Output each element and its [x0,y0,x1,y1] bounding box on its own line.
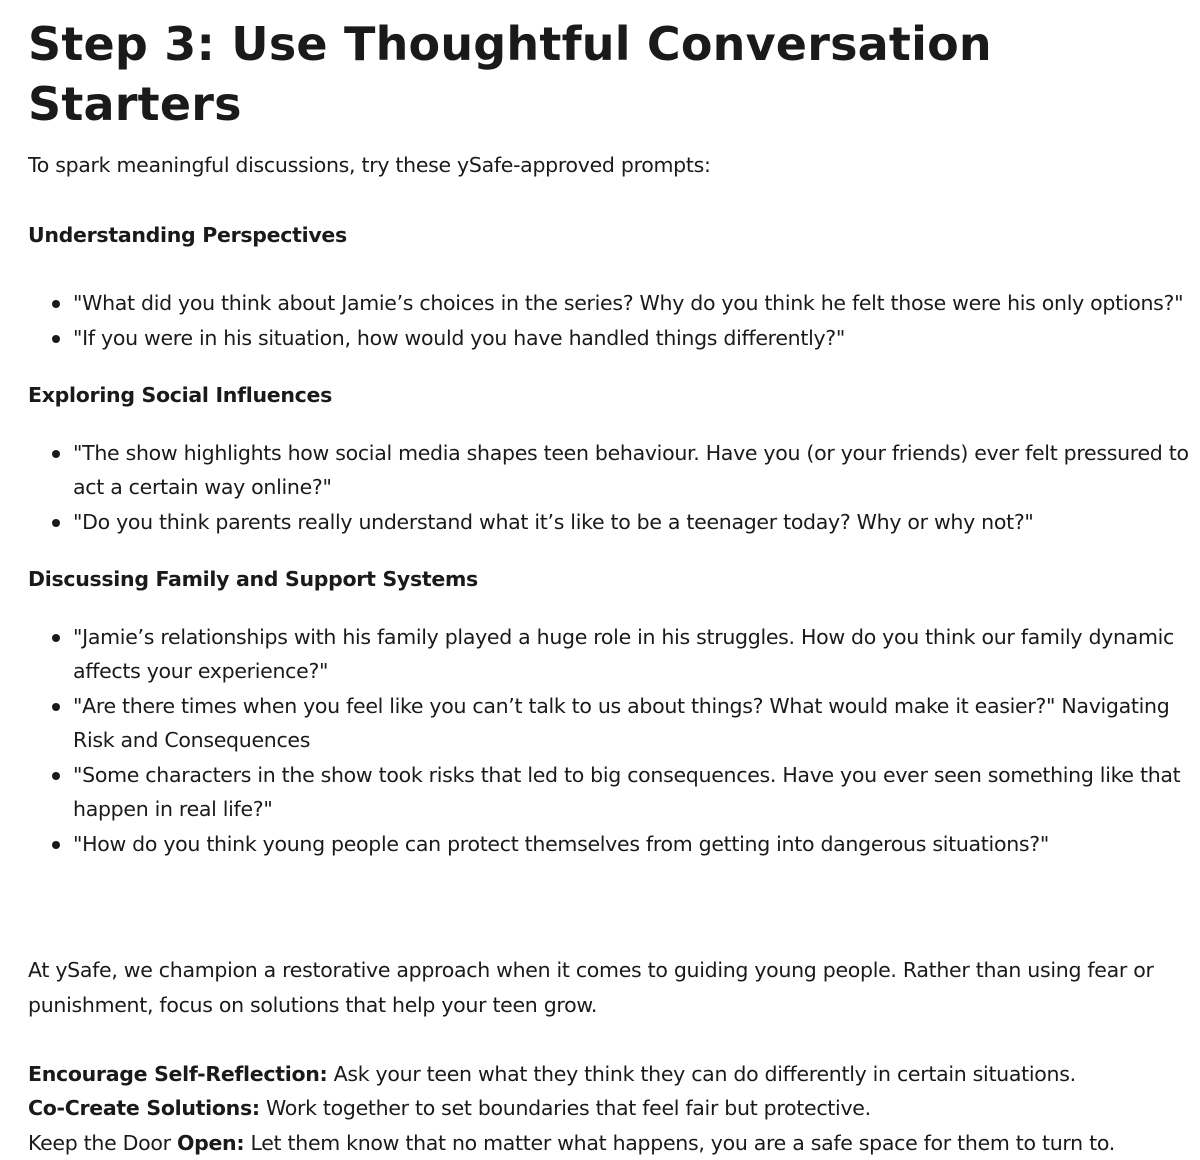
bullet-icon [52,300,60,308]
prompt-list-social-influences [28,436,1196,540]
intro-text: To spark meaningful discussions, try these ySafe-approved prompts: [28,148,1196,183]
list-item: "The show highlights how social media shapes teen behaviour. Have you (or your friends) ever felt pressured to act a certain way online?" [73,436,1196,505]
section-heading-social-influences: Exploring Social Influences [28,378,1196,413]
bullet-icon [52,519,60,527]
bullet-icon [52,634,60,642]
bullet-icon [52,841,60,849]
section-heading-family-support: Discussing Family and Support Systems [28,562,1196,597]
bullet-icon [52,450,60,458]
list-item: "Jamie’s relationships with his family played a huge role in his struggles. How do you think our family dynamic affects your experience?" [73,620,1196,689]
list-item: "If you were in his situation, how would you have handled things differently?" [73,321,1196,356]
tip-co-create-solutions: Co-Create Solutions: Work together to set boundaries that feel fair but protective. [28,1091,1196,1126]
bullet-icon [52,335,60,343]
tip-self-reflection: Encourage Self-Reflection: Ask your teen what they think they can do differently in certain situations. [28,1057,1196,1092]
list-item: "What did you think about Jamie’s choices in the series? Why do you think he felt those were his only options?" [73,286,1196,321]
list-item: "How do you think young people can protect themselves from getting into dangerous situations?" [73,827,1196,862]
prompt-list-family-support [28,620,1196,862]
tip-keep-door-open: Keep the Door Open: Let them know that no matter what happens, you are a safe space for them to turn to. [28,1126,1196,1160]
article-body [28,0,1196,1160]
section-heading-perspectives: Understanding Perspectives [28,218,1196,253]
prompt-list-perspectives [28,286,1196,355]
bullet-icon [52,772,60,780]
list-item: "Do you think parents really understand what it’s like to be a teenager today? Why or why not?" [73,505,1196,540]
bullet-icon [52,703,60,711]
list-item: "Some characters in the show took risks that led to big consequences. Have you ever seen something like that happen in real life?" [73,758,1196,827]
tips-block [28,1057,1196,1160]
page-title: Step 3: Use Thoughtful Conversation Starters [28,0,1196,134]
list-item: "Are there times when you feel like you can’t talk to us about things? What would make it easier?" Navigating Risk and Consequences [73,689,1196,758]
restorative-approach-text: At ySafe, we champion a restorative approach when it comes to guiding young people. Rather than using fear or punishment, focus on solutions that help your teen grow. [28,953,1196,1022]
